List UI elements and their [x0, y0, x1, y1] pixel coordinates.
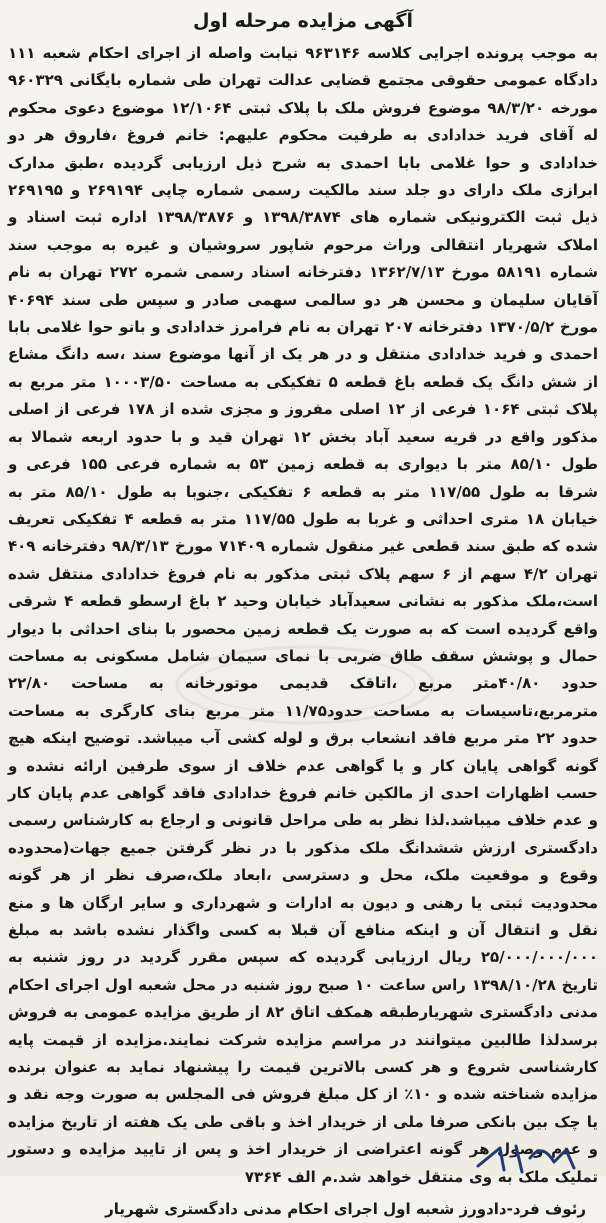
notice-title: آگهی مزایده مرحله اول — [193, 10, 413, 32]
handwritten-mark — [470, 1136, 600, 1176]
notice-body: به موجب پرونده اجرایی کلاسه ۹۶۳۱۴۶ نیابت واصله از اجرای احکام شعبه ۱۱۱ دادگاه عمومی حقوقی مجتمع قضایی عدالت تهران طی شماره بایگانی ۹۶۰۳۲۹ مورخه ۹۸/۳/۲۰ موضوع فروش ملک با پلاک ثبتی ۱۲/۱۰۶۴ موضوع دعوی محکوم له آقای فرید خدادادی به طرفیت محکوم علیهم: خانم فروغ ،فاروق هر دو خدادادی و حوا غلامی بابا احمدی به شرح ذیل ارزیابی گردیده ،طبق مدارک ابرازی ملک دارای دو جلد سند مالکیت رسمی شماره چاپی ۲۶۹۱۹۴ و ۲۶۹۱۹۵ ذیل ثبت الکترونیکی شماره های ۱۳۹۸/۳۸۷۴ و ۱۳۹۸/۳۸۷۶ اداره ثبت اسناد و املاک شهریار انتقالی وراث مرحوم شاپور سروشیان و غیره به موجب سند شماره ۵۸۱۹۱ مورخ ۱۳۶۲/۷/۱۳ دفترخانه اسناد رسمی شمره ۲۷۲ تهران به نام آقایان سلیمان و محسن هر دو سالمی سهمی صادر و سپس طی سند ۴۰۶۹۴ مورخ ۱۳۷۰/۵/۲ دفترخانه ۲۰۷ تهران به نام فرامرز خدادادی و بانو حوا غلامی بابا احمدی و فرید خدادادی منتقل و در هر یک از آنها موضوع سند ،سه دانگ مشاع از شش دانگ یک قطعه باغ قطعه ۵ تفکیکی به مساحت ۱۰۰۰۳/۵۰ متر مربع به پلاک ثبتی ۱۰۶۴ فرعی از ۱۲ اصلی مفروز و مجزی شده از ۱۷۸ فرعی از اصلی مذکور واقع در قریه سعید آباد بخش ۱۲ تهران قید و با حدود اربعه شمالا به طول ۸۵/۱۰ متر با دیواری به قطعه زمین ۵۳ به شماره فرعی ۱۵۵ فرعی و شرقا به طول ۱۱۷/۵۵ متر به قطعه ۶ تفکیکی ،جنوبا به طول ۸۵/۱۰ متر به خیابان ۱۸ متری احداثی و غربا به طول ۱۱۷/۵۵ متر به قطعه ۴ تفکیکی تعریف شده که طبق سند قطعی غیر منقول شماره ۷۱۴۰۹ مورخ ۹۸/۳/۱۳ دفترخانه ۴۰۹ تهران ۴/۲ سهم از ۶ سهم پلاک ثبتی مذکور به نام فروغ خدادادی منتقل شده است،ملک مذکور به نشانی سعیدآباد خیابان وحید ۲ باغ ارسطو قطعه ۴ شرقی واقع گردیده است که به صورت یک قطعه زمین محصور با بنای احداثی با دیوار حمال و پوشش سقف طاق ضربی با نمای سیمان شامل مسکونی به مساحت حدود ۴۰/۸۰متر مربع ،اتاقک قدیمی موتورخانه به مساحت ۲۲/۸۰ مترمربع،تاسیسات به مساحت حدود۱۱/۷۵ متر مربع بنای کارگری به مساحت حدود ۲۲ متر مربع فاقد انشعاب برق و لوله کشی آب میباشد. توضیح اینکه هیچ گونه گواهی پایان کار و یا گواهی عدم خلاف از سوی طرفین ارائه نشده و حسب اظهارات احدی از مالکین خانم فروغ خدادادی فاقد گواهی عدم پایان کار و عدم خلاف میباشد.لذا نظر به طی مراحل قانونی و ارجاع به کارشناس رسمی دادگستری ارزش ششدانگ ملک مذکور با در نظر گرفتن جمیع جهات(محدوده وقوع و موقعیت ملک، محل و دسترسی ،ابعاد ملک،صرف نظر از هر گونه محدودیت ثبتی یا رهنی و دیون به ادارات و شهرداری و سایر ارگان ها و منع نقل و انتقال آن و اینکه منافع آن قبلا به کسی واگذار نشده باشد به مبلغ ۲۵/۰۰۰/۰۰۰/۰۰۰ ریال ارزیابی گردیده که سپس مقرر گردید در روز شنبه به تاریخ ۱۳۹۸/۱۰/۲۸ راس ساعت ۱۰ صبح روز شنبه در محل شعبه اول اجرای احکام مدنی دادگستری شهریارطبقه همکف اتاق ۸۲ از طریق مزایده عمومی به فروش برسدلذا طالبین میتوانند در مراسم مزایده شرکت نمایند.مزایده از قیمت پایه کارشناسی شروع و هر کسی بالاترین قیمت را پیشنهاد نماید به عنوان برنده مزایده شناخته شده و ۱۰٪ از کل مبلغ فروش فی المجلس به صورت وجه نقد و یا چک بین بانکی صرفا ملی از خریدار اخذ و باقی طی یک هفته از تاریخ مزایده و عدم وصول هر گونه اعتراضی از خریدار اخذ و پس از تایید مزایده و دستور تملیک ملک به وی منتقل خواهد شد.م الف ۷۳۶۴ — [8, 44, 599, 1186]
notice-signature: رئوف فرد-دادورز شعبه اول اجرای احکام مدنی دادگستری شهریار — [105, 1200, 586, 1219]
